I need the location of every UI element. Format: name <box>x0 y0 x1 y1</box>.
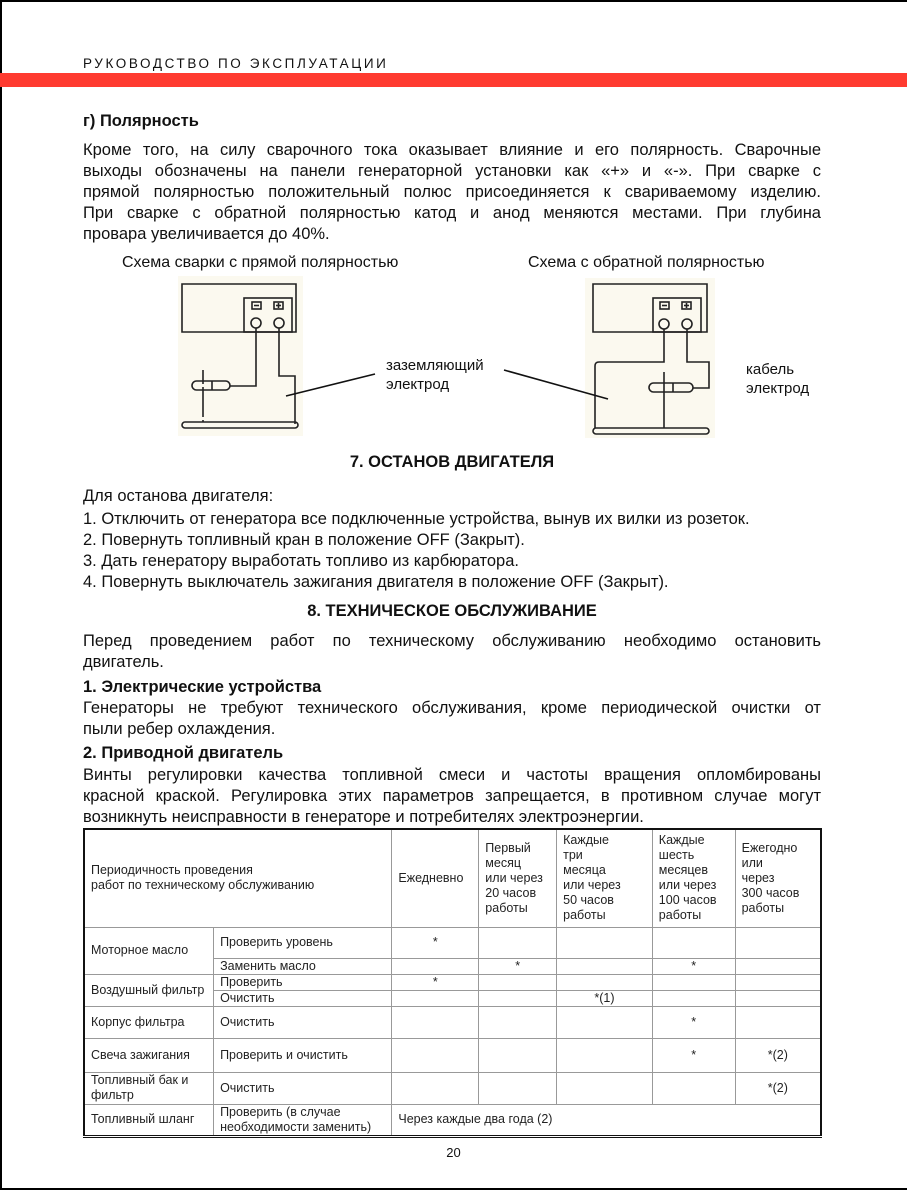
mark-cell <box>479 1072 557 1104</box>
action-cell: Очистить <box>214 1072 392 1104</box>
table-row <box>84 1038 821 1072</box>
header-text: месяца <box>563 863 606 877</box>
item-cell: Моторное масло <box>84 927 214 974</box>
span-note-cell: Через каждые два года (2) <box>392 1104 821 1136</box>
engine-stop-steps <box>83 486 750 593</box>
header-text: Ежегодно <box>741 840 798 855</box>
table-row <box>84 1006 821 1038</box>
action-cell: Проверить и очистить <box>214 1038 392 1072</box>
mark-cell <box>735 974 821 990</box>
paragraph-line: двигатель. <box>83 653 164 671</box>
mark-cell <box>479 927 557 958</box>
table-row <box>84 974 821 990</box>
label-line: кабель <box>746 361 795 378</box>
action-cell: Проверить (в случае необходимости заменить) <box>214 1104 392 1136</box>
subsection-electrical-text <box>83 698 821 740</box>
reverse-polarity-caption: Схема с обратной полярностью <box>528 254 765 271</box>
paragraph-line: Перед проведением работ по техническому обслуживанию необходимо остановить <box>83 632 821 650</box>
mark-cell: * <box>392 974 479 990</box>
subsection-engine-heading: 2. Приводной двигатель <box>83 744 284 762</box>
mark-cell <box>479 1006 557 1038</box>
mark-cell <box>735 927 821 958</box>
header-three-months <box>557 829 653 927</box>
header-period-cell <box>84 829 392 927</box>
item-cell: Топливный шланг <box>84 1104 214 1136</box>
header-text: или через <box>485 870 543 885</box>
header-yearly <box>735 829 821 927</box>
mark-cell: * <box>392 927 479 958</box>
mark-cell: * <box>652 958 735 974</box>
item-cell: Свеча зажигания <box>84 1038 214 1072</box>
header-text: Каждые <box>563 833 609 847</box>
label-line: заземляющий <box>386 357 484 374</box>
header-text: 300 часов <box>741 885 800 900</box>
mark-cell <box>479 1038 557 1072</box>
page-number: 20 <box>446 1145 461 1160</box>
header-text: работы <box>658 908 702 922</box>
polarity-heading: г) Полярность <box>83 112 199 130</box>
step-item: 2. Повернуть топливный кран в положение OFF (Закрыт). <box>83 531 525 549</box>
header-text: месяцев <box>658 863 708 877</box>
action-cell: Очистить <box>214 990 392 1006</box>
action-cell: Проверить уровень <box>214 927 392 958</box>
mark-cell <box>392 990 479 1006</box>
item-cell: Воздушный фильтр <box>84 974 214 1006</box>
maintenance-schedule-table <box>83 828 822 1138</box>
ground-electrode-label <box>386 356 484 394</box>
mark-cell: *(2) <box>735 1072 821 1104</box>
paragraph-line: При сварке с обратной полярностью катод и анод меняются местами. При глубина <box>83 204 821 222</box>
header-text: Каждые <box>658 833 705 847</box>
header-text: месяц <box>485 855 522 870</box>
paragraph-line: красной краской. Регулировка этих параметров запрещается, в противном случае могут <box>83 787 821 805</box>
mark-cell: * <box>479 958 557 974</box>
mark-cell <box>557 1072 653 1104</box>
mark-cell <box>392 958 479 974</box>
header-daily: Ежедневно <box>392 829 479 927</box>
header-text: или <box>741 855 763 870</box>
paragraph-line: пыли ребер охлаждения. <box>83 720 276 738</box>
header-text: работы <box>485 900 528 915</box>
header-text: работы <box>741 900 785 915</box>
direct-polarity-caption: Схема сварки с прямой полярностью <box>122 254 399 271</box>
paragraph-line: Генераторы не требуют технического обслуживания, кроме периодической очистки от <box>83 699 821 717</box>
mark-cell <box>735 958 821 974</box>
header-text: 20 часов <box>485 885 537 900</box>
mark-cell <box>392 1038 479 1072</box>
mark-cell <box>557 927 653 958</box>
section-8-title: 8. ТЕХНИЧЕСКОЕ ОБСЛУЖИВАНИЕ <box>307 602 597 620</box>
header-text: шесть <box>658 848 695 862</box>
paragraph-line: Винты регулировки качества топливной смеси и частоты вращения опломбированы <box>83 766 821 784</box>
paragraph-line: прямой полярностью положительный полюс присоединяется к свариваемому изделию. <box>83 183 821 201</box>
cable-electrode-label <box>746 360 809 398</box>
table-row <box>84 927 821 958</box>
subsection-electrical-heading: 1. Электрические устройства <box>83 678 322 696</box>
mark-cell <box>392 1072 479 1104</box>
header-text: или через <box>658 878 717 892</box>
steps-intro: Для останова двигателя: <box>83 487 274 505</box>
mark-cell <box>479 974 557 990</box>
step-item: 1. Отключить от генератора все подключенные устройства, вынув их вилки из розеток. <box>83 510 750 528</box>
action-cell: Заменить масло <box>214 958 392 974</box>
label-line: электрод <box>386 376 450 393</box>
paragraph-line: Кроме того, на силу сварочного тока оказывает влияние и его полярность. Сварочные <box>83 141 821 159</box>
mark-cell <box>652 1072 735 1104</box>
item-cell: Корпус фильтра <box>84 1006 214 1038</box>
section-7-title: 7. ОСТАНОВ ДВИГАТЕЛЯ <box>349 453 555 471</box>
mark-cell: * <box>652 1038 735 1072</box>
header-text: 100 часов <box>658 893 717 907</box>
item-cell: Топливный бак и фильтр <box>84 1072 214 1104</box>
header-text: через <box>741 870 775 885</box>
mark-cell: * <box>652 1006 735 1038</box>
header-text: или через <box>563 878 621 892</box>
subsection-engine-text <box>83 765 821 828</box>
table-row <box>84 1104 821 1136</box>
mark-cell <box>652 974 735 990</box>
header-text: работы <box>563 908 606 922</box>
mark-cell: *(2) <box>735 1038 821 1072</box>
mark-cell <box>392 1006 479 1038</box>
step-item: 3. Дать генератору выработать топливо из карбюратора. <box>83 552 519 570</box>
paragraph-line: провара увеличивается до 40%. <box>83 225 330 243</box>
mark-cell <box>735 990 821 1006</box>
action-cell: Очистить <box>214 1006 392 1038</box>
paragraph-line: возникнуть неисправности в генераторе и потребителях электроэнергии. <box>83 808 644 826</box>
label-line: электрод <box>746 380 810 397</box>
paragraph-line: выходы обозначены на панели генераторной установки как «+» и «-». При сварке с <box>83 162 821 180</box>
header-text: Первый <box>485 840 531 855</box>
mark-cell <box>557 958 653 974</box>
table-header-row <box>84 829 821 927</box>
header-first-month <box>479 829 557 927</box>
mark-cell <box>479 990 557 1006</box>
mark-cell <box>557 1006 653 1038</box>
step-item: 4. Повернуть выключатель зажигания двигателя в положение OFF (Закрыт). <box>83 573 669 591</box>
mark-cell <box>652 927 735 958</box>
header-text: работ по техническому обслуживанию <box>91 878 315 893</box>
mark-cell <box>557 1038 653 1072</box>
header-six-months <box>652 829 735 927</box>
mark-cell <box>652 990 735 1006</box>
running-header: РУКОВОДСТВО ПО ЭКСПЛУАТАЦИИ <box>83 56 389 71</box>
mark-cell <box>735 1006 821 1038</box>
table-row <box>84 1072 821 1104</box>
mark-cell: *(1) <box>557 990 653 1006</box>
header-text: Периодичность проведения <box>91 863 253 878</box>
action-cell: Проверить <box>214 974 392 990</box>
maintenance-intro <box>83 631 821 673</box>
header-text: три <box>563 848 583 862</box>
header-text: 50 часов <box>563 893 614 907</box>
mark-cell <box>557 974 653 990</box>
